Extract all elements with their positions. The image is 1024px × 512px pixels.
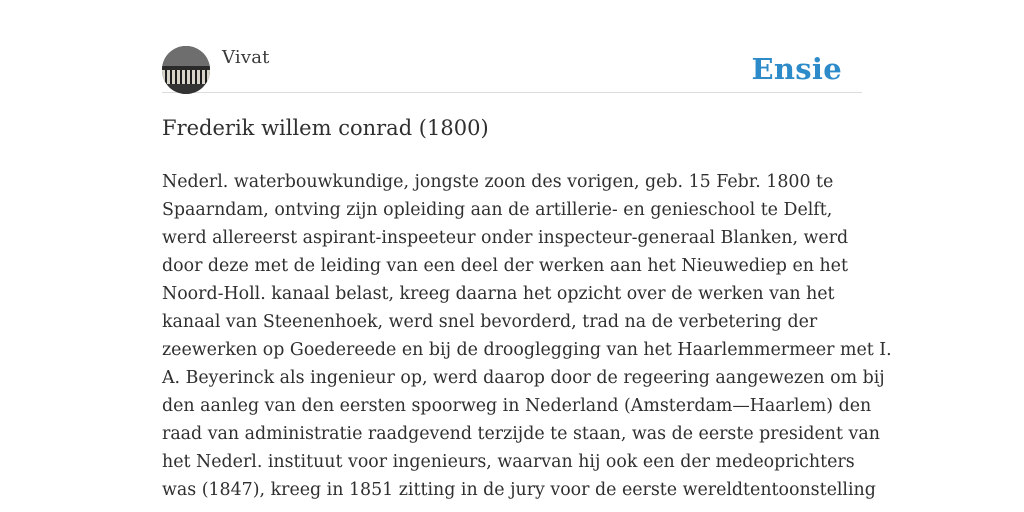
body-line: A. Beyerinck als ingenieur op, werd daarop door de regeering aangewezen om bij (162, 368, 885, 388)
header (162, 46, 862, 93)
body-line: kanaal van Steenenhoek, werd snel bevorderd, trad na de verbetering der (162, 312, 818, 332)
page-title: Frederik willem conrad (1800) (162, 116, 489, 140)
avatar-image (162, 46, 210, 94)
body-line: raad van administratie raadgevend terzijde te staan, was de eerste president van (162, 424, 880, 444)
body-line: zeewerken op Goedereede en bij de drooglegging van het Haarlemmermeer met I. (162, 340, 892, 360)
body-line: Noord-Holl. kanaal belast, kreeg daarna het opzicht over de werken van het (162, 284, 835, 304)
body-line: Nederl. waterbouwkundige, jongste zoon des vorigen, geb. 15 Febr. 1800 te (162, 172, 834, 192)
body-line: was (1847), kreeg in 1851 zitting in de jury voor de eerste wereldtentoonstelling (162, 480, 876, 500)
article-body (162, 168, 892, 504)
avatar[interactable] (162, 46, 210, 94)
author-name[interactable]: Vivat (222, 47, 270, 68)
brand-logo[interactable]: Ensie (751, 52, 842, 86)
body-line: door deze met de leiding van een deel der werken aan het Nieuwediep en het (162, 256, 848, 276)
body-line: werd allereerst aspirant-inspeeteur onder inspecteur-generaal Blanken, werd (162, 228, 849, 248)
body-line: Spaarndam, ontving zijn opleiding aan de artillerie- en genieschool te Delft, (162, 200, 833, 220)
body-line: het Nederl. instituut voor ingenieurs, waarvan hij ook een der medeoprichters (162, 452, 855, 472)
body-line: den aanleg van den eersten spoorweg in Nederland (Amsterdam—Haarlem) den (162, 396, 872, 416)
